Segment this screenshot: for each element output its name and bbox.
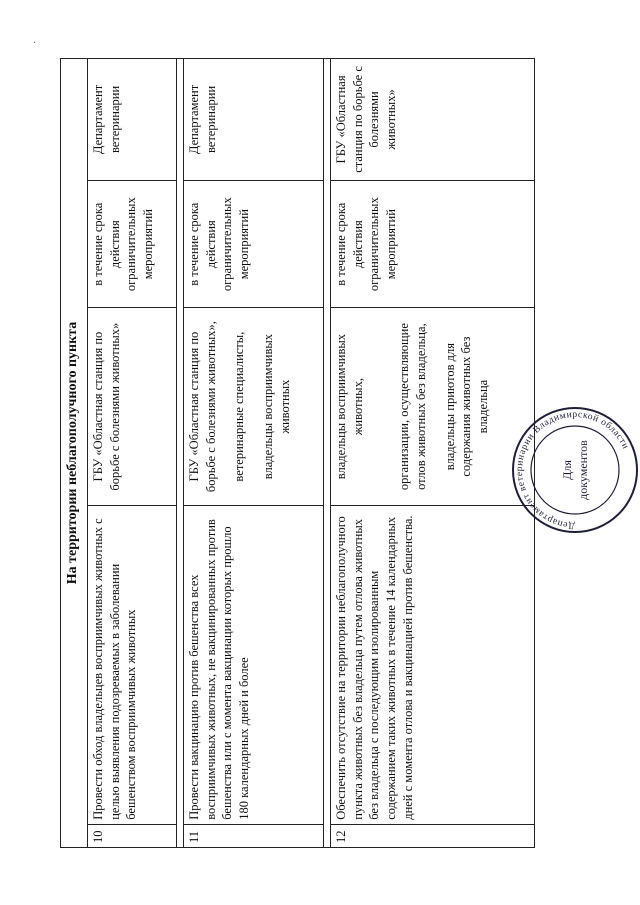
scan-mark: · [33,38,37,49]
executor-extra: организации, осуществляющие отлов животных без владельца, [397,323,428,491]
row-executor [184,308,324,505]
executor-extra-2: владельцы восприимчивых животных [261,333,292,480]
measures-table [60,58,535,848]
executor-extra-2: владельцы приютов для содержания животных без владельца [442,336,490,477]
row-gap [177,59,184,848]
row-responsible: Департамент ветеринарии [88,59,177,181]
section-header: На территории неблагополучного пункта [61,59,88,848]
row-action: Провести вакцинацию против бешенства всех восприимчивых животных, не вакцинированных против бешенства или с момента вакцинации которых прошло 180 календарных дней и более [184,505,324,824]
row-gap [324,59,331,848]
row-term: в течение срока действия ограничительных мероприятий [88,180,177,308]
executor-extra: ветеринарные специалисты, [232,331,247,482]
executor-main: владельцы восприимчивых животных, [334,333,365,480]
rotated-table-container [60,58,535,848]
row-executor [88,308,177,505]
row-number: 10 [88,824,177,847]
row-number: 12 [331,824,535,847]
stamp-ring-text: Департамент ветеринарии Владимирской области [514,409,631,531]
row-responsible: Департамент ветеринарии [184,59,324,181]
table-row [184,59,324,848]
row-action: Провести обход владельцев восприимчивых животных с целью выявления подозреваемых в заболевании бешенством восприимчивых животных [88,505,177,824]
row-term: в течение срока действия ограничительных мероприятий [331,180,535,308]
stamp-center-line1: Для [560,460,574,480]
stamp-center-line2: документов [576,440,590,500]
executor-main: ГБУ «Областная станция по борьбе с болезнями животных» [91,322,122,491]
executor-main: ГБУ «Областная станция по борьбе с болезнями животных», [187,321,218,493]
official-stamp-icon [505,400,640,540]
row-action: Обеспечить отсутствие на территории неблагополучного пункта животных без владельца путем отлова животных без владельца с последующим изолированным содержанием таких животных в течение 14 календарных дней с момента отлова и вакцинацией против бешенства. [331,505,535,824]
row-term: в течение срока действия ограничительных мероприятий [184,180,324,308]
table-row [88,59,177,848]
row-number: 11 [184,824,324,847]
table-row [331,59,535,848]
row-executor [331,308,535,505]
row-responsible: ГБУ «Областная станция по борьбе с болезнями животных» [331,59,535,181]
